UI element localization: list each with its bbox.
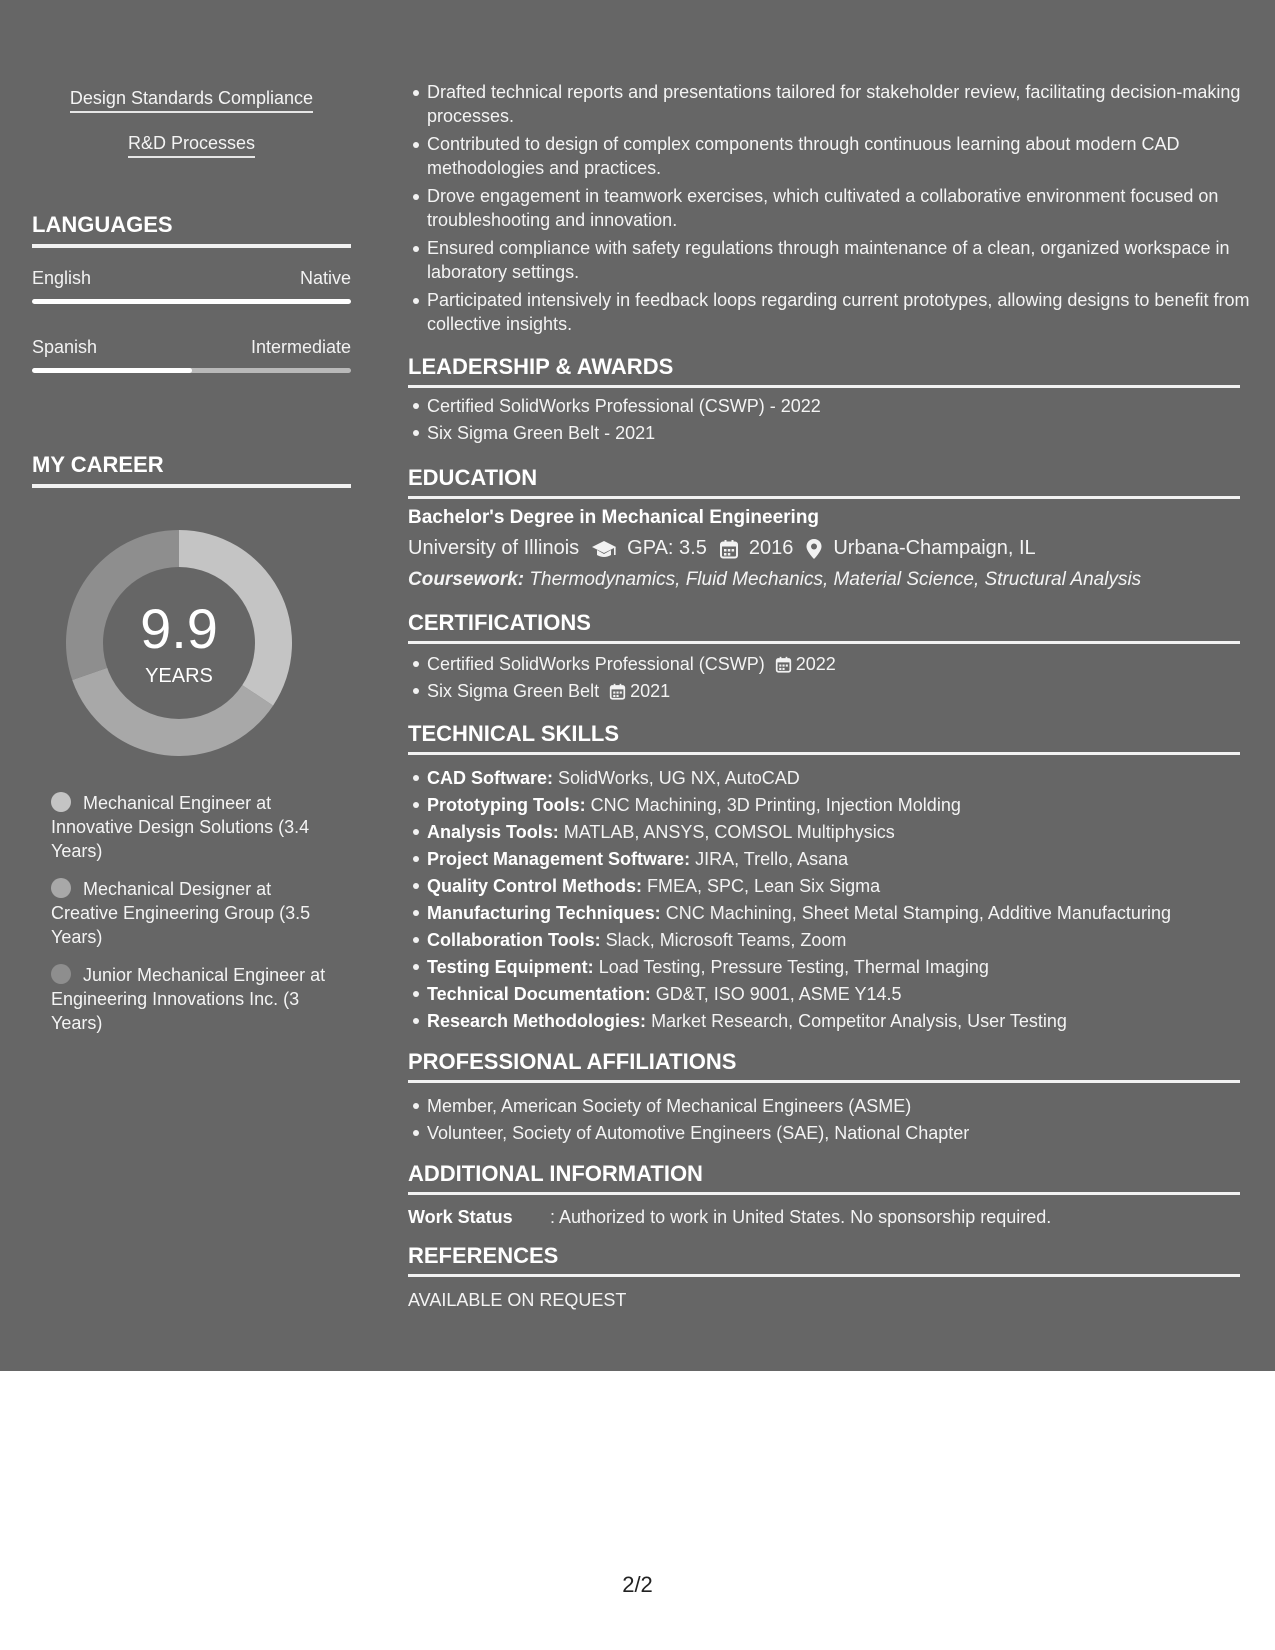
coursework-label: Coursework: [408,569,525,590]
education-heading: EDUCATION [408,465,1240,499]
language-name: English [32,268,92,288]
language-proficiency-bar [32,368,351,373]
affiliations-list [408,1093,1259,1147]
certifications-heading: CERTIFICATIONS [408,610,1240,644]
career-legend-item: Mechanical Designer at Creative Engineering Group (3.5 Years) [51,879,311,947]
experience-bullet: Ensured compliance with safety regulations through maintenance of a clean, organized workspace in laboratory settings. [427,236,1259,284]
references-heading: REFERENCES [408,1243,1240,1277]
technical-skill-item: Prototyping Tools: CNC Machining, 3D Printing, Injection Molding [427,792,1259,819]
certification-list [408,651,1259,705]
work-status-label: Work Status [408,1207,513,1227]
certification-year: 2022 [795,654,836,674]
calendar-icon [609,683,626,700]
school-location: Urbana-Champaign, IL [833,537,1036,559]
graduation-cap-icon [591,539,617,559]
map-pin-icon [805,538,823,560]
school-name: University of Illinois [408,537,580,559]
calendar-icon [719,539,739,559]
legend-dot [51,792,71,812]
experience-bullet: Drove engagement in teamwork exercises, which cultivated a collaborative environment focused on troubleshooting and innovation. [427,184,1259,232]
degree-title: Bachelor's Degree in Mechanical Engineering [408,507,820,528]
technical-skill-item: Collaboration Tools: Slack, Microsoft Teams, Zoom [427,927,1259,954]
work-status-value: : Authorized to work in United States. No sponsorship required. [550,1207,1052,1227]
technical-skill-item: Testing Equipment: Load Testing, Pressure Testing, Thermal Imaging [427,954,1259,981]
experience-bullet: Contributed to design of complex components through continuous learning about modern CAD methodologies and practices. [427,132,1259,180]
legend-dot [51,878,71,898]
gpa: GPA: 3.5 [627,537,707,559]
leadership-list [408,393,1259,447]
languages-heading: LANGUAGES [32,212,351,248]
certification-item [427,678,1259,705]
language-proficiency-bar [32,299,351,304]
coursework [408,569,1141,591]
affiliations-heading: PROFESSIONAL AFFILIATIONS [408,1049,1240,1083]
language-level: Intermediate [250,337,351,357]
language-proficiency-fill [32,368,192,373]
affiliation-item: Volunteer, Society of Automotive Engineers (SAE), National Chapter [427,1120,1259,1147]
skill-item: Design Standards Compliance [32,88,351,109]
technical-skill-item: Research Methodologies: Market Research, Competitor Analysis, User Testing [427,1008,1259,1035]
career-legend-item: Junior Mechanical Engineer at Engineering Innovations Inc. (3 Years) [51,965,326,1033]
certification-item [427,651,1259,678]
additional-info-heading: ADDITIONAL INFORMATION [408,1161,1240,1195]
technical-skill-item: CAD Software: SolidWorks, UG NX, AutoCAD [427,765,1259,792]
references-text: AVAILABLE ON REQUEST [408,1290,627,1310]
experience-bullet: Drafted technical reports and presentations tailored for stakeholder review, facilitating decision-making processes. [427,80,1259,128]
experience-bullet: Participated intensively in feedback loops regarding current prototypes, allowing designs to benefit from collective insights. [427,288,1259,336]
technical-skills-list [408,765,1259,1035]
technical-skill-item: Technical Documentation: GD&T, ISO 9001, ASME Y14.5 [427,981,1259,1008]
technical-skill-item: Manufacturing Techniques: CNC Machining, Sheet Metal Stamping, Additive Manufacturing [427,900,1259,927]
technical-skill-item: Analysis Tools: MATLAB, ANSYS, COMSOL Multiphysics [427,819,1259,846]
technical-skill-item: Quality Control Methods: FMEA, SPC, Lean Six Sigma [427,873,1259,900]
career-total-years: 9.9 [140,597,218,660]
language-level: Native [299,268,351,288]
language-proficiency-fill [32,299,351,304]
technical-skills-heading: TECHNICAL SKILLS [408,721,1240,755]
page-number: 2/2 [622,1572,653,1597]
graduation-year: 2016 [748,537,794,559]
leadership-heading: LEADERSHIP & AWARDS [408,354,1240,388]
affiliation-item: Member, American Society of Mechanical Engineers (ASME) [427,1093,1259,1120]
leadership-item: Six Sigma Green Belt - 2021 [427,420,1259,447]
language-name: Spanish [32,337,98,357]
career-total-unit: YEARS [145,665,213,687]
coursework-list: Thermodynamics, Fluid Mechanics, Material Science, Structural Analysis [529,569,1142,590]
career-heading: MY CAREER [32,452,351,488]
certification-name: Certified SolidWorks Professional (CSWP) [427,654,765,674]
education-details [408,537,1036,560]
skill-item: R&D Processes [32,133,351,154]
career-legend-item: Mechanical Engineer at Innovative Design Solutions (3.4 Years) [51,793,310,861]
technical-skill-item: Project Management Software: JIRA, Trello, Asana [427,846,1259,873]
calendar-icon [775,656,792,673]
certification-year: 2021 [630,681,671,701]
career-donut-chart [66,530,292,756]
work-status [408,1207,1051,1228]
leadership-item: Certified SolidWorks Professional (CSWP) - 2022 [427,393,1259,420]
certification-name: Six Sigma Green Belt [427,681,600,701]
legend-dot [51,964,71,984]
experience-bullet-list [408,80,1259,340]
